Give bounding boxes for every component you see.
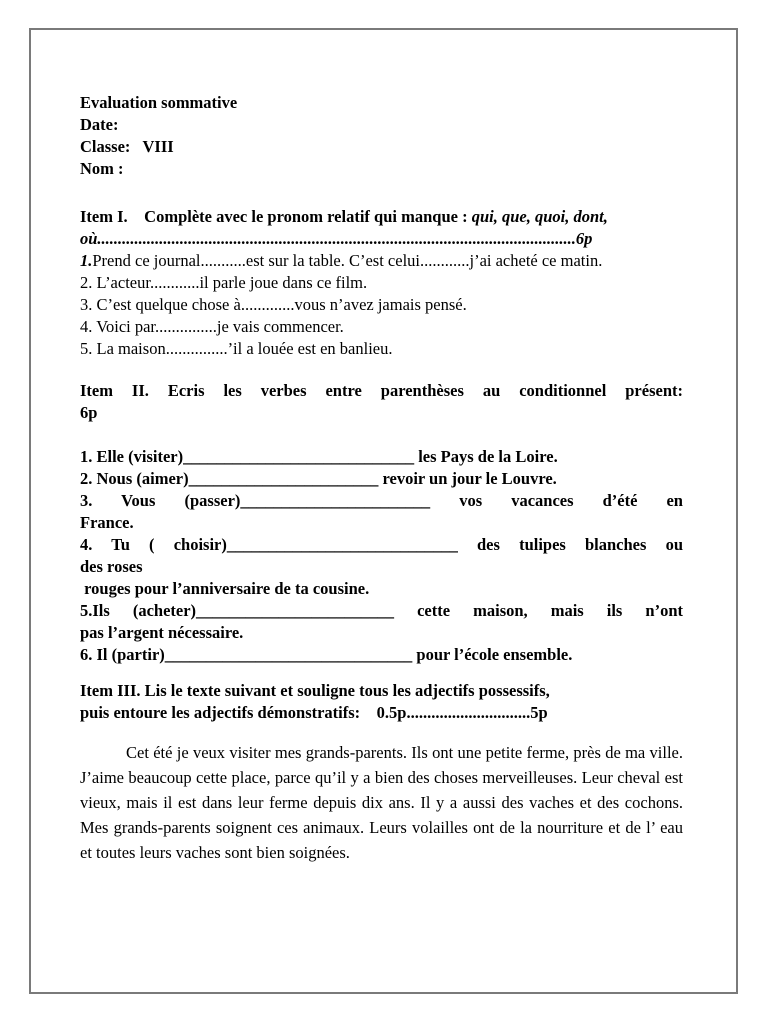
- document-body: [80, 68, 740, 865]
- name-label: Nom :: [80, 159, 124, 178]
- document-title: Evaluation sommative: [80, 93, 238, 112]
- item1-question-3: 3. C’est quelque chose à.............vous n’avez jamais pensé.: [80, 295, 467, 314]
- item1-heading-text: Complète avec le pronom relatif qui manque :: [144, 207, 472, 226]
- item2-question-6: 6. Il (partir)______________________________ pour l’école ensemble.: [80, 645, 573, 664]
- item1-q1-text: Prend ce journal...........est sur la table. C’est celui............j’ai acheté ce matin.: [92, 251, 603, 270]
- class-label: Classe:: [80, 137, 131, 156]
- item1-question-5: 5. La maison...............’il a louée est en banlieu.: [80, 339, 393, 358]
- item2-question-5-line1: 5.Ils (acheter)________________________ cette maison, mais ils n’ont: [80, 601, 683, 620]
- item2-section: [80, 380, 740, 666]
- item2-question-4-line3: rouges pour l’anniversaire de ta cousine.: [80, 579, 370, 598]
- item1-question-1: [80, 250, 740, 272]
- item1-q1-number: 1.: [80, 251, 93, 270]
- item3-heading-line1: Item III. Lis le texte suivant et souligne tous les adjectifs possessifs,: [80, 681, 550, 700]
- item3-heading-line2: puis entoure les adjectifs démonstratifs: 0.5p..............................5p: [80, 703, 548, 722]
- item1-question-2: 2. L’acteur............il parle joue dans ce film.: [80, 273, 368, 292]
- item1-question-4: 4. Voici par...............je vais commencer.: [80, 317, 344, 336]
- item2-question-3-line2: France.: [80, 513, 134, 532]
- item2-question-3-line1: 3. Vous (passer)_______________________ vos vacances d’été en: [80, 491, 683, 510]
- header-block: [80, 92, 740, 180]
- item2-question-4-line1: 4. Tu ( choisir)____________________________ des tulipes blanches ou: [80, 535, 683, 554]
- item2-question-5-line2: pas l’argent nécessaire.: [80, 623, 244, 642]
- item1-heading: [80, 206, 740, 228]
- item3-section: [80, 680, 740, 724]
- item1-section: [80, 206, 740, 360]
- item1-heading-options: qui, que, quoi, dont,: [471, 207, 608, 226]
- item2-question-4-line2: des roses: [80, 557, 143, 576]
- item2-question-2: 2. Nous (aimer)_______________________ revoir un jour le Louvre.: [80, 469, 557, 488]
- class-value: VIII: [142, 137, 174, 156]
- class-line: [80, 136, 740, 158]
- item1-heading-prefix: Item I.: [80, 207, 128, 226]
- item2-heading-line1: Item II. Ecris les verbes entre parenthèses au conditionnel présent:: [80, 381, 683, 400]
- item1-heading-line2: où....................................................................................................................6p: [80, 229, 593, 248]
- item2-question-1: 1. Elle (visiter)____________________________ les Pays de la Loire.: [80, 447, 558, 466]
- date-label: Date:: [80, 115, 119, 134]
- item3-reading-text: Cet été je veux visiter mes grands-parents. Ils ont une petite ferme, près de ma ville. J’aime beaucoup cette place, parce qu’il y a bien des choses merveilleuses. Leur cheval est vieux, mais il est dans leur ferme depuis dix ans. Il y a aussi des vaches et des cochons. Mes grands-parents soignent ces animaux. Leurs volailles ont de la nourriture et de l’ eau et toutes leurs vaches sont bien soignées.: [80, 743, 683, 862]
- item2-heading-line2: 6p: [80, 403, 98, 422]
